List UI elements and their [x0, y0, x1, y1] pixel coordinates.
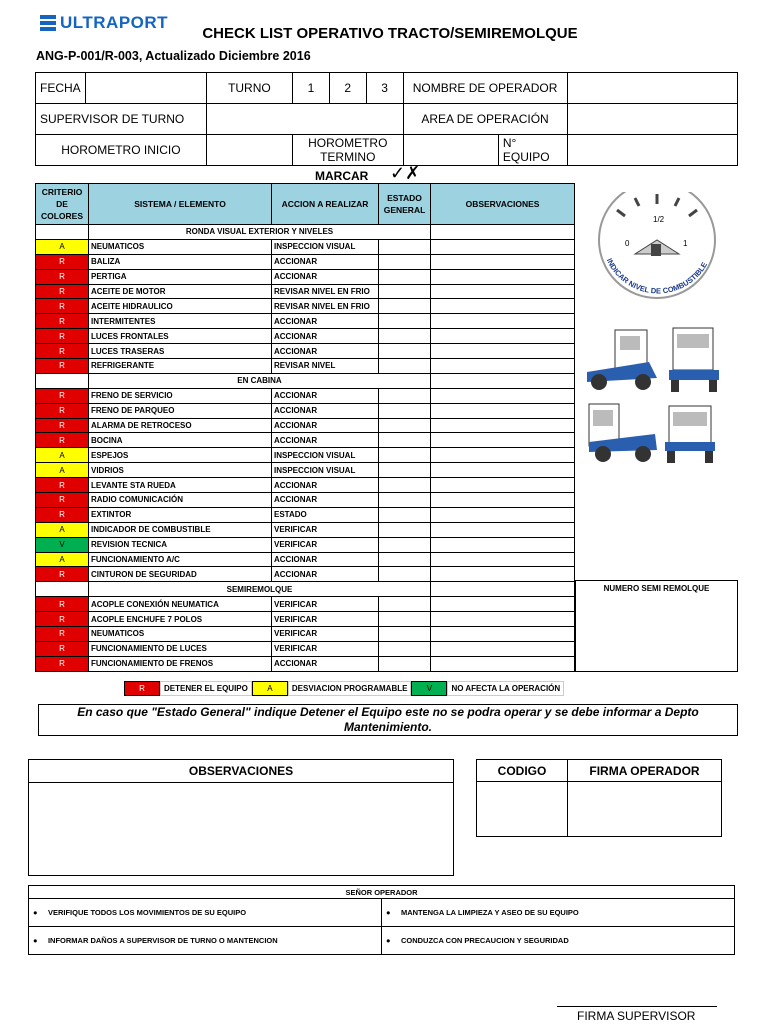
observaciones-cell[interactable]	[431, 239, 575, 254]
sistema-cell: EXTINTOR	[89, 507, 272, 522]
fuel-pump-icon	[651, 244, 661, 256]
estado-cell[interactable]	[379, 627, 431, 642]
sistema-cell: REVISION TECNICA	[89, 537, 272, 552]
company-logo	[40, 12, 168, 34]
sistema-cell: LUCES FRONTALES	[89, 329, 272, 344]
check-cross-icon: ✓✗	[390, 163, 421, 183]
accion-cell: INSPECCION VISUAL	[272, 463, 379, 478]
observaciones-cell[interactable]	[431, 359, 575, 374]
table-row	[36, 656, 575, 671]
sistema-cell: PERTIGA	[89, 269, 272, 284]
accion-cell: REVISAR NIVEL EN FRIO	[272, 284, 379, 299]
logo-icon	[40, 15, 56, 31]
numero-semi-label: NUMERO SEMI REMOLQUE	[603, 584, 710, 593]
fecha-field[interactable]	[85, 73, 206, 104]
criterio-cell: R	[36, 388, 89, 403]
codigo-field[interactable]	[477, 782, 568, 837]
criterio-cell: R	[36, 359, 89, 374]
table-row	[36, 627, 575, 642]
section-row	[36, 582, 575, 597]
accion-cell: INSPECCION VISUAL	[272, 239, 379, 254]
accion-cell: VERIFICAR	[272, 537, 379, 552]
gauge-half: 1/2	[653, 215, 665, 224]
table-row	[36, 314, 575, 329]
criterio-cell: R	[36, 299, 89, 314]
table-row	[36, 269, 575, 284]
accion-cell: INSPECCION VISUAL	[272, 448, 379, 463]
col-criterio: CRITERIO DE COLORES	[36, 184, 89, 225]
turno-3-cell[interactable]: 3	[366, 73, 403, 104]
firma-supervisor-label: FIRMA SUPERVISOR	[577, 1009, 696, 1023]
estado-cell[interactable]	[379, 433, 431, 448]
supervisor-field[interactable]	[206, 104, 403, 135]
estado-cell[interactable]	[379, 239, 431, 254]
table-row	[36, 433, 575, 448]
criterio-cell: R	[36, 329, 89, 344]
nombre-operador-field[interactable]	[567, 73, 737, 104]
checklist-table	[35, 183, 575, 672]
table-row	[36, 403, 575, 418]
observaciones-cell[interactable]	[431, 299, 575, 314]
observaciones-cell[interactable]	[431, 403, 575, 418]
turno-label: TURNO	[206, 73, 292, 104]
sistema-cell: ACOPLE CONEXIÓN NEUMATICA	[89, 597, 272, 612]
observaciones-cell[interactable]	[431, 448, 575, 463]
observaciones-cell[interactable]	[431, 612, 575, 627]
criterio-cell: A	[36, 522, 89, 537]
estado-cell[interactable]	[379, 463, 431, 478]
sistema-cell: ACOPLE ENCHUFE 7 POLOS	[89, 612, 272, 627]
gauge-label: INDICAR NIVEL DE COMBUSTIBLE	[604, 256, 710, 296]
observaciones-cell[interactable]	[431, 552, 575, 567]
table-row	[36, 284, 575, 299]
table-row	[36, 552, 575, 567]
accion-cell: ACCIONAR	[272, 254, 379, 269]
firma-operador-label: FIRMA OPERADOR	[568, 760, 722, 782]
header-form	[35, 72, 738, 166]
n-equipo-label: N° EQUIPO	[498, 135, 567, 166]
section-row	[36, 373, 575, 388]
sistema-cell: INDICADOR DE COMBUSTIBLE	[89, 522, 272, 537]
operador-tip: ● MANTENGA LA LIMPIEZA Y ASEO DE SU EQUIPO	[382, 899, 735, 927]
area-field[interactable]	[567, 104, 737, 135]
table-row	[36, 418, 575, 433]
col-observaciones: OBSERVACIONES	[431, 184, 575, 225]
truck-rear-icon	[589, 404, 657, 462]
table-row	[36, 567, 575, 582]
sistema-cell: ESPEJOS	[89, 448, 272, 463]
observaciones-cell[interactable]	[431, 537, 575, 552]
sistema-cell: LEVANTE STA RUEDA	[89, 478, 272, 493]
observaciones-cell[interactable]	[431, 344, 575, 359]
accion-cell: ACCIONAR	[272, 403, 379, 418]
table-row	[36, 597, 575, 612]
criterio-cell: A	[36, 448, 89, 463]
accion-cell: VERIFICAR	[272, 612, 379, 627]
criterio-cell: R	[36, 344, 89, 359]
legend-swatch: A	[252, 681, 288, 696]
table-row	[36, 478, 575, 493]
criterio-cell: A	[36, 463, 89, 478]
observaciones-cell[interactable]	[431, 567, 575, 582]
sistema-cell: FUNCIONAMIENTO DE FRENOS	[89, 656, 272, 671]
accion-cell: ACCIONAR	[272, 656, 379, 671]
criterio-cell: A	[36, 239, 89, 254]
observaciones-box[interactable]	[28, 759, 454, 876]
criterio-cell: R	[36, 656, 89, 671]
accion-cell: VERIFICAR	[272, 641, 379, 656]
observaciones-cell[interactable]	[431, 418, 575, 433]
n-equipo-field[interactable]	[567, 135, 737, 166]
senor-operador-title: SEÑOR OPERADOR	[29, 886, 735, 899]
table-row	[36, 239, 575, 254]
legend-label: DETENER EL EQUIPO	[160, 681, 252, 696]
observaciones-cell[interactable]	[431, 522, 575, 537]
accion-cell: ACCIONAR	[272, 329, 379, 344]
accion-cell: ESTADO	[272, 507, 379, 522]
criterio-cell: R	[36, 254, 89, 269]
table-row	[36, 522, 575, 537]
truck-illustrations	[585, 322, 735, 472]
table-row	[36, 507, 575, 522]
section-title: EN CABINA	[89, 373, 431, 388]
estado-cell[interactable]	[379, 388, 431, 403]
accion-cell: ACCIONAR	[272, 567, 379, 582]
criterio-cell: R	[36, 641, 89, 656]
sistema-cell: VIDRIOS	[89, 463, 272, 478]
estado-cell[interactable]	[379, 269, 431, 284]
estado-cell[interactable]	[379, 612, 431, 627]
estado-cell[interactable]	[379, 403, 431, 418]
criterio-cell: R	[36, 284, 89, 299]
criterio-cell: R	[36, 433, 89, 448]
document-code: ANG-P-001/R-003, Actualizado Diciembre 2016	[36, 49, 311, 63]
estado-cell[interactable]	[379, 329, 431, 344]
criterio-cell: R	[36, 507, 89, 522]
estado-cell[interactable]	[379, 567, 431, 582]
truck-front-2-icon	[665, 406, 715, 463]
sistema-cell: FRENO DE SERVICIO	[89, 388, 272, 403]
table-row	[36, 359, 575, 374]
observaciones-cell[interactable]	[431, 254, 575, 269]
supervisor-label: SUPERVISOR DE TURNO	[36, 104, 207, 135]
observaciones-cell[interactable]	[431, 433, 575, 448]
firma-supervisor-line	[557, 1006, 717, 1007]
estado-cell[interactable]	[379, 597, 431, 612]
observaciones-cell[interactable]	[431, 507, 575, 522]
table-row	[36, 493, 575, 508]
section-row	[36, 225, 575, 240]
col-estado: ESTADO GENERAL	[379, 184, 431, 225]
estado-cell[interactable]	[379, 641, 431, 656]
observaciones-cell[interactable]	[431, 388, 575, 403]
table-row	[36, 612, 575, 627]
observaciones-cell[interactable]	[431, 269, 575, 284]
criterio-cell: R	[36, 314, 89, 329]
observaciones-cell[interactable]	[431, 284, 575, 299]
sistema-cell: NEUMATICOS	[89, 627, 272, 642]
criterio-cell: R	[36, 418, 89, 433]
criterio-cell: R	[36, 612, 89, 627]
col-sistema: SISTEMA / ELEMENTO	[89, 184, 272, 225]
table-row	[36, 388, 575, 403]
estado-cell[interactable]	[379, 478, 431, 493]
table-row	[36, 344, 575, 359]
observaciones-cell[interactable]	[431, 656, 575, 671]
accion-cell: ACCIONAR	[272, 478, 379, 493]
table-row	[36, 463, 575, 478]
observaciones-cell[interactable]	[431, 641, 575, 656]
criterio-cell: R	[36, 403, 89, 418]
legend-label: DESVIACION PROGRAMABLE	[288, 681, 412, 696]
sistema-cell: NEUMATICOS	[89, 239, 272, 254]
observaciones-cell[interactable]	[431, 314, 575, 329]
observaciones-title: OBSERVACIONES	[29, 760, 453, 783]
col-accion: ACCION A REALIZAR	[272, 184, 379, 225]
criterio-cell: R	[36, 567, 89, 582]
operador-tip: ● CONDUZCA CON PRECAUCION Y SEGURIDAD	[382, 927, 735, 955]
estado-cell[interactable]	[379, 359, 431, 374]
criterio-cell: R	[36, 493, 89, 508]
estado-cell[interactable]	[379, 493, 431, 508]
estado-cell[interactable]	[379, 656, 431, 671]
observaciones-cell[interactable]	[431, 329, 575, 344]
warning-note: En caso que "Estado General" indique Detener el Equipo este no se podra operar y se debe informar a Depto Mantenimiento.	[38, 704, 738, 736]
criterio-cell: R	[36, 269, 89, 284]
color-legend	[124, 681, 564, 696]
accion-cell: REVISAR NIVEL EN FRIO	[272, 299, 379, 314]
horometro-termino-field[interactable]	[403, 135, 498, 166]
accion-cell: ACCIONAR	[272, 433, 379, 448]
logo-text: ULTRAPORT	[60, 13, 169, 32]
observaciones-cell[interactable]	[431, 597, 575, 612]
estado-cell[interactable]	[379, 552, 431, 567]
estado-cell[interactable]	[379, 537, 431, 552]
sistema-cell: FUNCIONAMIENTO A/C	[89, 552, 272, 567]
criterio-cell: A	[36, 552, 89, 567]
observaciones-cell[interactable]	[431, 463, 575, 478]
codigo-label: CODIGO	[477, 760, 568, 782]
operador-tip: ● VERIFIQUE TODOS LOS MOVIMIENTOS DE SU EQUIPO	[29, 899, 382, 927]
horometro-inicio-field[interactable]	[206, 135, 292, 166]
criterio-cell: R	[36, 478, 89, 493]
estado-cell[interactable]	[379, 284, 431, 299]
fecha-label: FECHA	[36, 73, 86, 104]
estado-cell[interactable]	[379, 254, 431, 269]
legend-swatch: R	[124, 681, 160, 696]
accion-cell: ACCIONAR	[272, 344, 379, 359]
criterio-cell: V	[36, 537, 89, 552]
estado-cell[interactable]	[379, 507, 431, 522]
marcar-label: MARCAR	[315, 169, 369, 183]
observaciones-cell[interactable]	[431, 493, 575, 508]
sistema-cell: ALARMA DE RETROCESO	[89, 418, 272, 433]
accion-cell: VERIFICAR	[272, 627, 379, 642]
turno-1-cell[interactable]: 1	[293, 73, 330, 104]
section-title: RONDA VISUAL EXTERIOR Y NIVELES	[89, 225, 431, 240]
sistema-cell: LUCES TRASERAS	[89, 344, 272, 359]
estado-cell[interactable]	[379, 418, 431, 433]
observaciones-cell[interactable]	[431, 478, 575, 493]
accion-cell: ACCIONAR	[272, 552, 379, 567]
accion-cell: ACCIONAR	[272, 493, 379, 508]
truck-side-icon	[587, 330, 657, 390]
truck-front-icon	[669, 328, 719, 392]
signature-table	[476, 759, 722, 837]
estado-cell[interactable]	[379, 448, 431, 463]
sistema-cell: BALIZA	[89, 254, 272, 269]
sistema-cell: FUNCIONAMIENTO DE LUCES	[89, 641, 272, 656]
sistema-cell: FRENO DE PARQUEO	[89, 403, 272, 418]
table-row	[36, 641, 575, 656]
nombre-operador-label: NOMBRE DE OPERADOR	[403, 73, 567, 104]
table-row	[36, 448, 575, 463]
estado-cell[interactable]	[379, 344, 431, 359]
sistema-cell: ACEITE DE MOTOR	[89, 284, 272, 299]
legend-label: NO AFECTA LA OPERACIÓN	[447, 681, 564, 696]
area-label: AREA DE OPERACIÓN	[403, 104, 567, 135]
estado-cell[interactable]	[379, 522, 431, 537]
sistema-cell: INTERMITENTES	[89, 314, 272, 329]
sistema-cell: REFRIGERANTE	[89, 359, 272, 374]
sistema-cell: ACEITE HIDRAULICO	[89, 299, 272, 314]
accion-cell: ACCIONAR	[272, 418, 379, 433]
estado-cell[interactable]	[379, 299, 431, 314]
numero-semi-box[interactable]	[575, 580, 738, 672]
accion-cell: VERIFICAR	[272, 597, 379, 612]
table-row	[36, 299, 575, 314]
accion-cell: VERIFICAR	[272, 522, 379, 537]
table-row	[36, 329, 575, 344]
table-row	[36, 537, 575, 552]
observaciones-cell[interactable]	[431, 627, 575, 642]
sistema-cell: BOCINA	[89, 433, 272, 448]
sistema-cell: RADIO COMUNICACIÓN	[89, 493, 272, 508]
sistema-cell: CINTURON DE SEGURIDAD	[89, 567, 272, 582]
estado-cell[interactable]	[379, 314, 431, 329]
table-row	[36, 254, 575, 269]
operador-tip: ● INFORMAR DAÑOS A SUPERVISOR DE TURNO O MANTENCION	[29, 927, 382, 955]
accion-cell: ACCIONAR	[272, 269, 379, 284]
accion-cell: ACCIONAR	[272, 388, 379, 403]
horometro-inicio-label: HOROMETRO INICIO	[36, 135, 207, 166]
criterio-cell: R	[36, 627, 89, 642]
section-title: SEMIREMOLQUE	[89, 582, 431, 597]
page-title: CHECK LIST OPERATIVO TRACTO/SEMIREMOLQUE	[202, 25, 578, 42]
gauge-zero: 0	[625, 239, 630, 248]
fuel-gauge-icon	[595, 192, 720, 307]
firma-operador-field[interactable]	[568, 782, 722, 837]
accion-cell: ACCIONAR	[272, 314, 379, 329]
criterio-cell: R	[36, 597, 89, 612]
legend-swatch: V	[411, 681, 447, 696]
gauge-one: 1	[683, 239, 688, 248]
turno-2-cell[interactable]: 2	[329, 73, 366, 104]
senor-operador-table	[28, 885, 735, 955]
horometro-termino-label: HOROMETRO TERMINO	[293, 135, 403, 166]
accion-cell: REVISAR NIVEL	[272, 359, 379, 374]
